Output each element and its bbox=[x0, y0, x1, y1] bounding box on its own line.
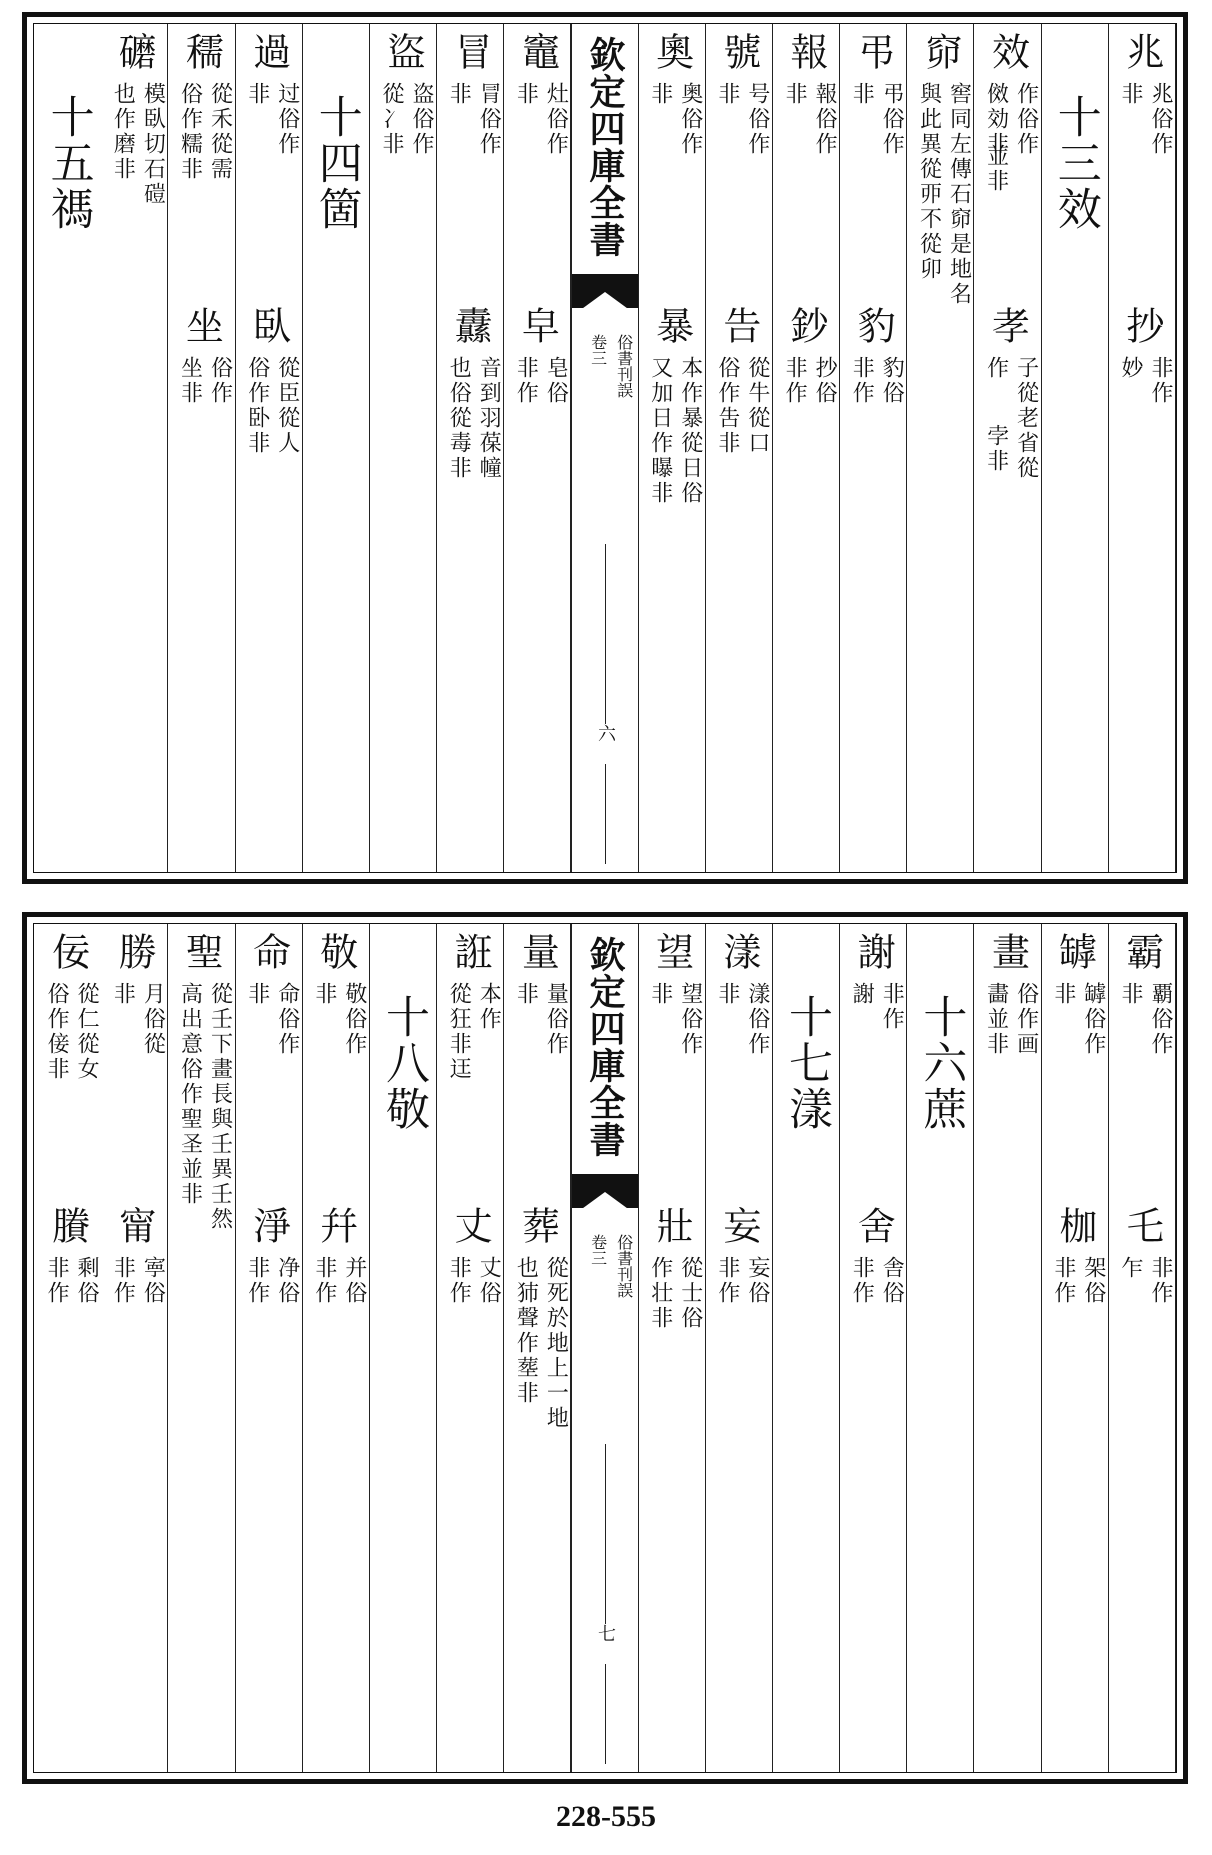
entry-gloss: 報俗作 bbox=[812, 82, 838, 157]
entry-character: 佞 bbox=[45, 932, 90, 970]
entry-gloss: 非作 bbox=[513, 356, 539, 406]
spine-rule bbox=[605, 1664, 607, 1764]
fishtail-mark bbox=[572, 274, 637, 308]
spine-column bbox=[571, 24, 638, 872]
spine-page-number: 七 bbox=[594, 1624, 616, 1642]
entry-gloss: 兆俗作 bbox=[1147, 82, 1173, 157]
entry-gloss: 净俗 bbox=[274, 1256, 300, 1306]
entry-gloss: 量俗作 bbox=[543, 982, 569, 1057]
entry-character: 臥 bbox=[246, 306, 291, 344]
entry-character: 穤 bbox=[179, 32, 224, 70]
entry-character: 甯 bbox=[112, 1206, 157, 1244]
bottom-column bbox=[504, 924, 571, 1772]
entry-character: 壯 bbox=[649, 1206, 694, 1244]
entry-character: 枷 bbox=[1052, 1206, 1097, 1244]
entry-gloss: 又加日作曝非 bbox=[647, 356, 673, 506]
entry-character: 罅 bbox=[1052, 932, 1097, 970]
entry-character: 奧 bbox=[649, 32, 694, 70]
top-column bbox=[840, 24, 907, 872]
entry-gloss: 盗俗作 bbox=[409, 82, 435, 157]
spine-rule bbox=[605, 764, 607, 864]
entry-gloss: 漾俗作 bbox=[744, 982, 770, 1057]
entry-gloss: 妙 bbox=[1117, 356, 1143, 381]
entry-gloss: 过俗作 bbox=[274, 82, 300, 157]
entry-gloss: 非 bbox=[1050, 982, 1076, 1007]
panel-top-frame bbox=[33, 23, 1177, 873]
entry-gloss: 畵並非 bbox=[983, 982, 1009, 1057]
bottom-column bbox=[1042, 924, 1109, 1772]
entry-gloss: 作壮非 bbox=[647, 1256, 673, 1331]
entry-gloss: 高出意俗作聖圣並非 bbox=[177, 982, 203, 1207]
top-column bbox=[101, 24, 168, 872]
entry-gloss: 剩俗 bbox=[74, 1256, 100, 1306]
entry-character: 幷 bbox=[313, 1206, 358, 1244]
entry-gloss: 非作 bbox=[714, 1256, 740, 1306]
entry-gloss: 與此異從丣不從卯 bbox=[916, 82, 942, 282]
entry-character: 勝 bbox=[112, 932, 157, 970]
entry-gloss: 從士俗 bbox=[677, 1256, 703, 1331]
entry-character: 誑 bbox=[448, 932, 493, 970]
entry-gloss: 也作磨非 bbox=[110, 82, 136, 182]
page-panel-bottom bbox=[22, 912, 1188, 1784]
entry-character: 丈 bbox=[448, 1206, 493, 1244]
bottom-column bbox=[773, 924, 840, 1772]
entry-character: 望 bbox=[649, 932, 694, 970]
entry-character: 命 bbox=[246, 932, 291, 970]
entry-gloss: 非 bbox=[782, 82, 808, 107]
entry-gloss: 并俗 bbox=[341, 1256, 367, 1306]
entry-character: 畫 bbox=[985, 932, 1030, 970]
entry-gloss: 俗作画 bbox=[1013, 982, 1039, 1057]
entry-gloss: 乍 bbox=[1117, 1256, 1143, 1281]
entry-gloss: 非作 bbox=[110, 1256, 136, 1306]
entry-character: 孝 bbox=[985, 306, 1030, 344]
entry-gloss: 望俗作 bbox=[677, 982, 703, 1057]
entry-gloss: 非作 bbox=[879, 982, 905, 1032]
top-column bbox=[773, 24, 840, 872]
entry-character: 賸 bbox=[45, 1206, 90, 1244]
entry-gloss: 妄俗 bbox=[744, 1256, 770, 1306]
top-column bbox=[1042, 24, 1109, 872]
entry-gloss: 從壬下畫長與壬異壬然 bbox=[207, 982, 233, 1232]
entry-gloss: 從禾從需 bbox=[207, 82, 233, 182]
entry-character: 礳 bbox=[112, 32, 157, 70]
entry-gloss: 非 bbox=[110, 982, 136, 1007]
entry-character: 妄 bbox=[716, 1206, 761, 1244]
entry-character: 皁 bbox=[515, 306, 560, 344]
spine-title: 欽定四庫全書 bbox=[583, 936, 626, 1158]
entry-gloss: 從臣從人 bbox=[274, 356, 300, 456]
entry-gloss: 非 bbox=[849, 82, 875, 107]
top-column bbox=[974, 24, 1041, 872]
bottom-column bbox=[1109, 924, 1176, 1772]
bottom-column bbox=[168, 924, 235, 1772]
entry-gloss: 非 bbox=[647, 82, 673, 107]
entry-character: 兆 bbox=[1119, 32, 1164, 70]
entry-gloss: 寕俗 bbox=[140, 1256, 166, 1306]
entry-character: 盜 bbox=[380, 32, 425, 70]
spine-volume: 卷三 bbox=[588, 1234, 608, 1266]
entry-character: 纛 bbox=[448, 306, 493, 344]
entry-gloss: 命俗作 bbox=[274, 982, 300, 1057]
rhyme-category-heading: 十六蔗 bbox=[915, 994, 967, 1132]
bottom-column bbox=[370, 924, 437, 1772]
entry-gloss: 非 bbox=[311, 982, 337, 1007]
bottom-column bbox=[639, 924, 706, 1772]
entry-gloss: 非 bbox=[244, 82, 270, 107]
spine-book-title: 俗書刊誤 bbox=[614, 334, 634, 398]
bottom-column bbox=[303, 924, 370, 1772]
entry-gloss: 非作 bbox=[44, 1256, 70, 1306]
top-column bbox=[504, 24, 571, 872]
rhyme-category-heading: 十七漾 bbox=[781, 994, 833, 1132]
entry-gloss: 孛非 bbox=[983, 424, 1009, 474]
top-column bbox=[236, 24, 303, 872]
bottom-column bbox=[34, 924, 101, 1772]
entry-gloss: 模臥切石磑 bbox=[140, 82, 166, 207]
entry-gloss: 非 bbox=[513, 82, 539, 107]
rhyme-category-heading: 十八敬 bbox=[377, 994, 429, 1132]
entry-gloss: 非作 bbox=[311, 1256, 337, 1306]
entry-character: 號 bbox=[716, 32, 761, 70]
entry-gloss: 本作 bbox=[476, 982, 502, 1032]
bottom-column bbox=[974, 924, 1041, 1772]
entry-character: 弔 bbox=[851, 32, 896, 70]
entry-character: 窌 bbox=[918, 32, 963, 70]
entry-gloss: 謝 bbox=[849, 982, 875, 1007]
entry-gloss: 子從老省從 bbox=[1013, 356, 1039, 481]
entry-gloss: 音到羽葆幢 bbox=[476, 356, 502, 481]
entry-gloss: 俗作吿非 bbox=[714, 356, 740, 456]
page-panel-top bbox=[22, 12, 1188, 884]
bottom-column bbox=[907, 924, 974, 1772]
entry-gloss: 俗作倿非 bbox=[44, 982, 70, 1082]
entry-character: 漾 bbox=[716, 932, 761, 970]
entry-gloss: 抄俗 bbox=[812, 356, 838, 406]
entry-gloss: 從仁從女 bbox=[74, 982, 100, 1082]
entry-gloss: 非 bbox=[714, 82, 740, 107]
entry-gloss: 冐俗作 bbox=[476, 82, 502, 157]
bottom-column bbox=[437, 924, 504, 1772]
entry-gloss: 傚効非 bbox=[983, 82, 1009, 157]
entry-character: 坐 bbox=[179, 306, 224, 344]
panel-bottom-frame bbox=[33, 923, 1177, 1773]
entry-gloss: 俗作卧非 bbox=[244, 356, 270, 456]
top-column bbox=[639, 24, 706, 872]
entry-character: 霸 bbox=[1119, 932, 1164, 970]
spine-book-title: 俗書刊誤 bbox=[614, 1234, 634, 1298]
entry-character: 敬 bbox=[313, 932, 358, 970]
entry-gloss: 非作 bbox=[1147, 1256, 1173, 1306]
top-column bbox=[34, 24, 101, 872]
spine-page-number: 六 bbox=[594, 724, 616, 742]
top-column bbox=[1109, 24, 1176, 872]
entry-gloss: 從冫非 bbox=[379, 82, 405, 157]
entry-character: 量 bbox=[515, 932, 560, 970]
entry-gloss: 非作 bbox=[1147, 356, 1173, 406]
entry-character: 效 bbox=[985, 32, 1030, 70]
entry-gloss: 非 bbox=[244, 982, 270, 1007]
fishtail-mark bbox=[572, 1174, 637, 1208]
entry-gloss: 非 bbox=[1117, 82, 1143, 107]
entry-gloss: 豹俗 bbox=[879, 356, 905, 406]
entry-character: 聖 bbox=[179, 932, 224, 970]
top-column bbox=[370, 24, 437, 872]
entry-character: 豹 bbox=[851, 306, 896, 344]
entry-character: 葬 bbox=[515, 1206, 560, 1244]
entry-gloss: 皂俗 bbox=[543, 356, 569, 406]
entry-gloss: 非 bbox=[446, 82, 472, 107]
entry-gloss: 非作 bbox=[849, 1256, 875, 1306]
entry-gloss: 非作 bbox=[1050, 1256, 1076, 1306]
entry-gloss: 覇俗作 bbox=[1147, 982, 1173, 1057]
entry-gloss: 本作暴從日俗 bbox=[677, 356, 703, 506]
entry-gloss: 也犻聲作塟非 bbox=[513, 1256, 539, 1406]
entry-gloss: 俗作 bbox=[207, 356, 233, 406]
top-column bbox=[706, 24, 773, 872]
footer-page-code: 228-555 bbox=[556, 1800, 656, 1833]
entry-gloss: 從狂非迋 bbox=[446, 982, 472, 1082]
entry-character: 告 bbox=[716, 306, 761, 344]
entry-character: 抄 bbox=[1119, 306, 1164, 344]
entry-character: 過 bbox=[246, 32, 291, 70]
entry-gloss: 非作 bbox=[849, 356, 875, 406]
entry-character: 舍 bbox=[851, 1206, 896, 1244]
entry-gloss: 坐非 bbox=[177, 356, 203, 406]
spine-volume: 卷三 bbox=[588, 334, 608, 366]
entry-gloss: 月俗從 bbox=[140, 982, 166, 1057]
entry-gloss: 非 bbox=[513, 982, 539, 1007]
top-column bbox=[907, 24, 974, 872]
entry-gloss: 並非 bbox=[983, 144, 1009, 194]
entry-gloss: 也俗從毒非 bbox=[446, 356, 472, 481]
rhyme-category-heading: 十五禡 bbox=[42, 94, 94, 232]
entry-gloss: 舎俗 bbox=[879, 1256, 905, 1306]
entry-gloss: 灶俗作 bbox=[543, 82, 569, 157]
rhyme-category-heading: 十四箇 bbox=[310, 94, 362, 232]
entry-character: 謝 bbox=[851, 932, 896, 970]
bottom-column bbox=[101, 924, 168, 1772]
entry-gloss: 從死於地上一地 bbox=[543, 1256, 569, 1431]
entry-character: 竈 bbox=[515, 32, 560, 70]
entry-character: 淨 bbox=[246, 1206, 291, 1244]
top-column bbox=[437, 24, 504, 872]
top-column bbox=[303, 24, 370, 872]
bottom-column bbox=[840, 924, 907, 1772]
bottom-column bbox=[236, 924, 303, 1772]
entry-gloss: 非作 bbox=[446, 1256, 472, 1306]
entry-character: 暴 bbox=[649, 306, 694, 344]
entry-character: 冒 bbox=[448, 32, 493, 70]
entry-gloss: 俗作糯非 bbox=[177, 82, 203, 182]
entry-character: 乇 bbox=[1119, 1206, 1164, 1244]
entry-character: 鈔 bbox=[784, 306, 829, 344]
spine-title: 欽定四庫全書 bbox=[583, 36, 626, 258]
entry-gloss: 奥俗作 bbox=[677, 82, 703, 157]
entry-gloss: 作 bbox=[983, 356, 1009, 381]
entry-gloss: 架俗 bbox=[1080, 1256, 1106, 1306]
top-column bbox=[168, 24, 235, 872]
rhyme-category-heading: 十三效 bbox=[1049, 94, 1101, 232]
spine-column bbox=[571, 924, 638, 1772]
entry-gloss: 非 bbox=[647, 982, 673, 1007]
entry-gloss: 非 bbox=[1117, 982, 1143, 1007]
entry-gloss: 号俗作 bbox=[744, 82, 770, 157]
entry-gloss: 罅俗作 bbox=[1080, 982, 1106, 1057]
entry-gloss: 作俗作 bbox=[1013, 82, 1039, 157]
entry-character: 報 bbox=[784, 32, 829, 70]
entry-gloss: 窖同左傳石窌是地名 bbox=[946, 82, 972, 307]
spine-rule bbox=[605, 1444, 607, 1624]
entry-gloss: 丈俗 bbox=[476, 1256, 502, 1306]
entry-gloss: 非作 bbox=[782, 356, 808, 406]
entry-gloss: 敬俗作 bbox=[341, 982, 367, 1057]
entry-gloss: 非 bbox=[714, 982, 740, 1007]
entry-gloss: 非作 bbox=[244, 1256, 270, 1306]
bottom-column bbox=[706, 924, 773, 1772]
entry-gloss: 從牛從口 bbox=[744, 356, 770, 456]
entry-gloss: 弔俗作 bbox=[879, 82, 905, 157]
spine-rule bbox=[605, 544, 607, 724]
